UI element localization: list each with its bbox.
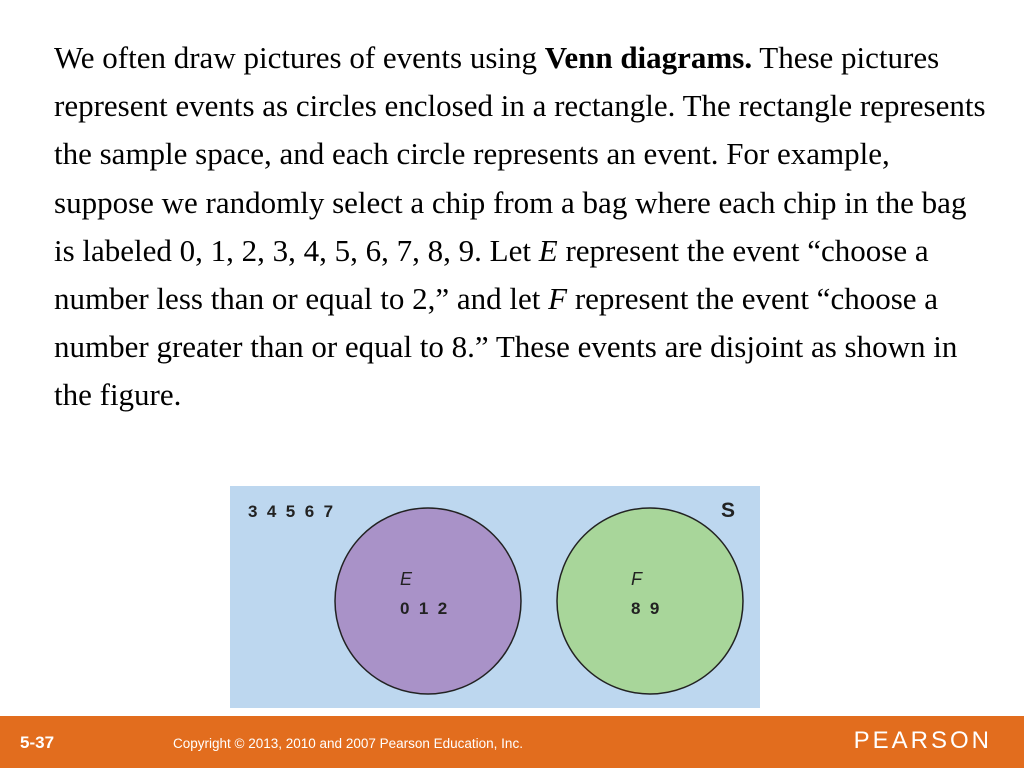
outside-values: 3 4 5 6 7	[248, 502, 334, 521]
sample-space-label: S	[721, 499, 736, 522]
body-text-part-3: represent the event “choose a number less than or equal to 2,” and let	[54, 232, 929, 317]
event-f-label: F	[631, 569, 642, 589]
event-e-variable: E	[538, 232, 558, 268]
event-f-variable: F	[548, 281, 568, 317]
event-f-values: 8 9	[631, 599, 660, 618]
venn-diagram-graphic	[230, 486, 760, 708]
event-e-values: 0 1 2	[400, 599, 448, 618]
pearson-logo: PEARSON	[853, 727, 992, 754]
body-text-part-2: These pictures represent events as circles enclosed in a rectangle. The rectangle represents the sample space, and each circle represents an event. For example, suppose we randomly select a chip from a bag where each chip in the bag is labeled 0, 1, 2, 3, 4, 5, 6, 7, 8, 9. Let	[54, 40, 986, 268]
venn-diagram	[230, 486, 760, 708]
event-e-label: E	[400, 569, 413, 589]
venn-diagrams-term: Venn diagrams.	[544, 40, 753, 75]
footer-bar	[0, 716, 1024, 768]
body-text-part-4: represent the event “choose a number greater than or equal to 8.” These events are disjoint as shown in the figure.	[54, 281, 958, 413]
body-text	[54, 34, 994, 420]
copyright-text: Copyright © 2013, 2010 and 2007 Pearson Education, Inc.	[173, 736, 523, 751]
body-text-part-1: We often draw pictures of events using	[54, 40, 545, 75]
slide-number: 5-37	[20, 733, 55, 752]
